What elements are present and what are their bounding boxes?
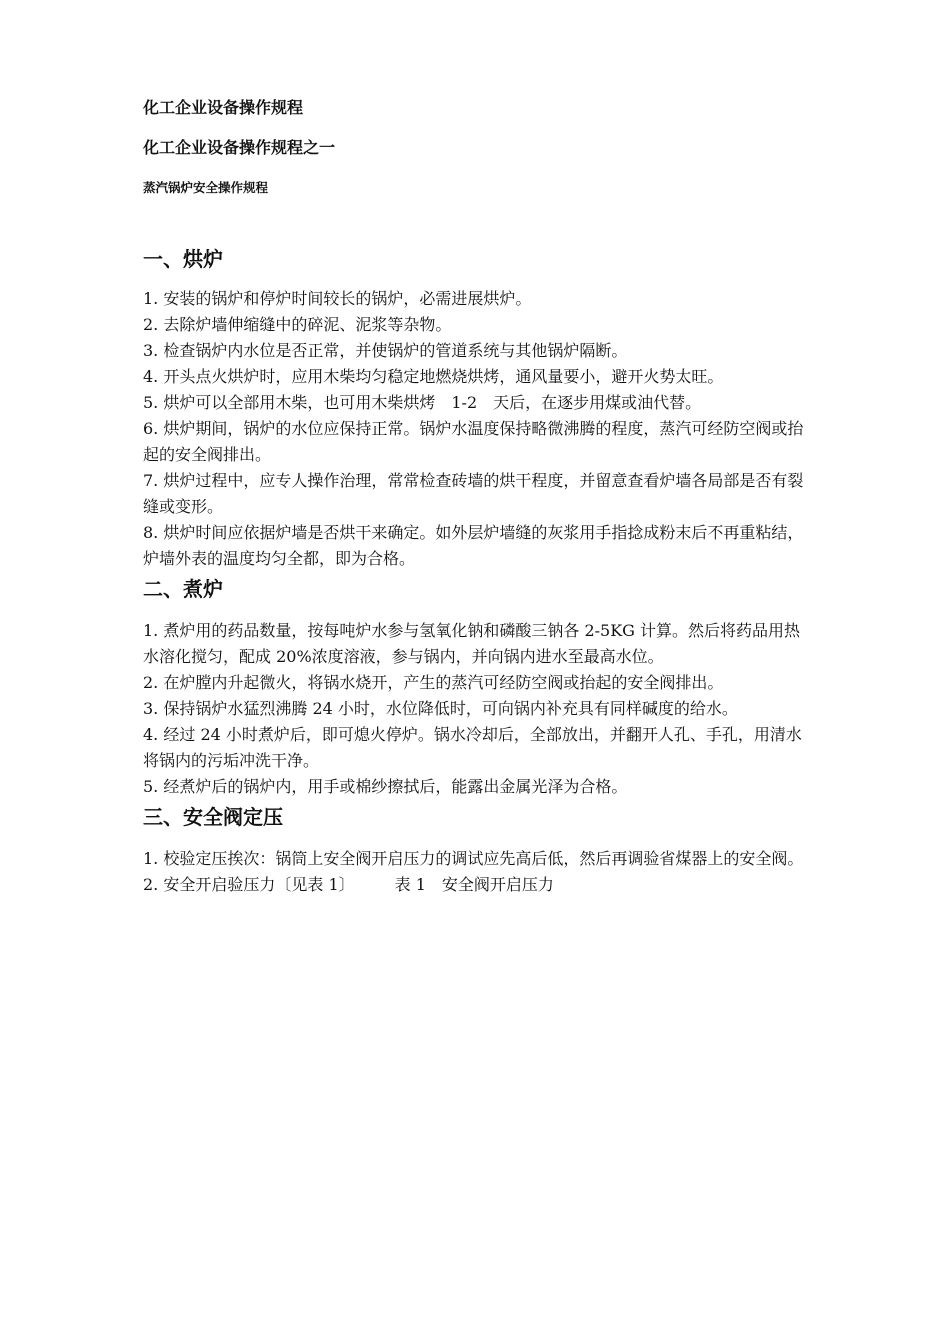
list-item: 1. 安装的锅炉和停炉时间较长的锅炉，必需进展烘炉。 (143, 289, 532, 308)
list-item: 3. 检查锅炉内水位是否正常，并使锅炉的管道系统与其他锅炉隔断。 (143, 341, 628, 360)
list-item: 5. 烘炉可以全部用木柴，也可用木柴烘烤 1-2 天后，在逐步用煤或油代替。 (143, 393, 702, 412)
item-list (143, 846, 808, 898)
document-topic: 蒸汽锅炉安全操作规程 (143, 180, 269, 195)
document-page (143, 96, 808, 900)
list-item: 7. 烘炉过程中，应专人操作治理，常常检查砖墙的烘干程度，并留意查看炉墙各局部是否有裂缝或变形。 (143, 471, 804, 516)
section-heading: 三、安全阀定压 (143, 805, 283, 829)
list-item: 2. 在炉膛内升起微火，将锅水烧开，产生的蒸汽可经防空阀或抬起的安全阀排出。 (143, 673, 724, 692)
list-item: 8. 烘炉时间应依据炉墙是否烘干来确定。如外层炉墙缝的灰浆用手指捻成粉末后不再重粘结，炉墙外表的温度均匀全都，即为合格。 (143, 523, 804, 568)
section-heading: 二、煮炉 (143, 577, 223, 601)
list-item: 4. 开头点火烘炉时，应用木柴均匀稳定地燃烧烘烤，通风量要小，避开火势太旺。 (143, 367, 724, 386)
section-boiling (143, 574, 808, 800)
list-item: 5. 经煮炉后的锅炉内，用手或棉纱擦拭后，能露出金属光泽为合格。 (143, 777, 628, 796)
section-heading: 一、烘炉 (143, 247, 223, 271)
list-item: 2. 去除炉墙伸缩缝中的碎泥、泥浆等杂物。 (143, 315, 452, 334)
section-baking (143, 244, 808, 572)
list-item: 6. 烘炉期间，锅炉的水位应保持正常。锅炉水温度保持略微沸腾的程度，蒸汽可经防空阀或抬起的安全阀排出。 (143, 419, 804, 464)
list-item: 3. 保持锅炉水猛烈沸腾 24 小时，水位降低时，可向锅内补充具有同样碱度的给水。 (143, 699, 738, 718)
list-item: 2. 安全开启验压力〔见表 1〕 表 1 安全阀开启压力 (143, 875, 554, 894)
item-list (143, 286, 808, 572)
document-title: 化工企业设备操作规程 (143, 98, 304, 117)
list-item: 4. 经过 24 小时煮炉后，即可熄火停炉。锅水冷却后，全部放出，并翻开人孔、手孔，用清水将锅内的污垢冲洗干净。 (143, 725, 802, 770)
list-item: 1. 煮炉用的药品数量，按每吨炉水参与氢氧化钠和磷酸三钠各 2-5KG 计算。然后将药品用热水溶化搅匀，配成 20%浓度溶液，参与锅内，并向锅内进水至最高水位。 (143, 621, 801, 666)
item-list (143, 618, 808, 800)
list-item: 1. 校验定压挨次：锅筒上安全阀开启压力的调试应先高后低，然后再调验省煤器上的安全阀。 (143, 849, 804, 868)
document-subtitle: 化工企业设备操作规程之一 (143, 138, 336, 157)
section-safety-valve (143, 802, 808, 898)
